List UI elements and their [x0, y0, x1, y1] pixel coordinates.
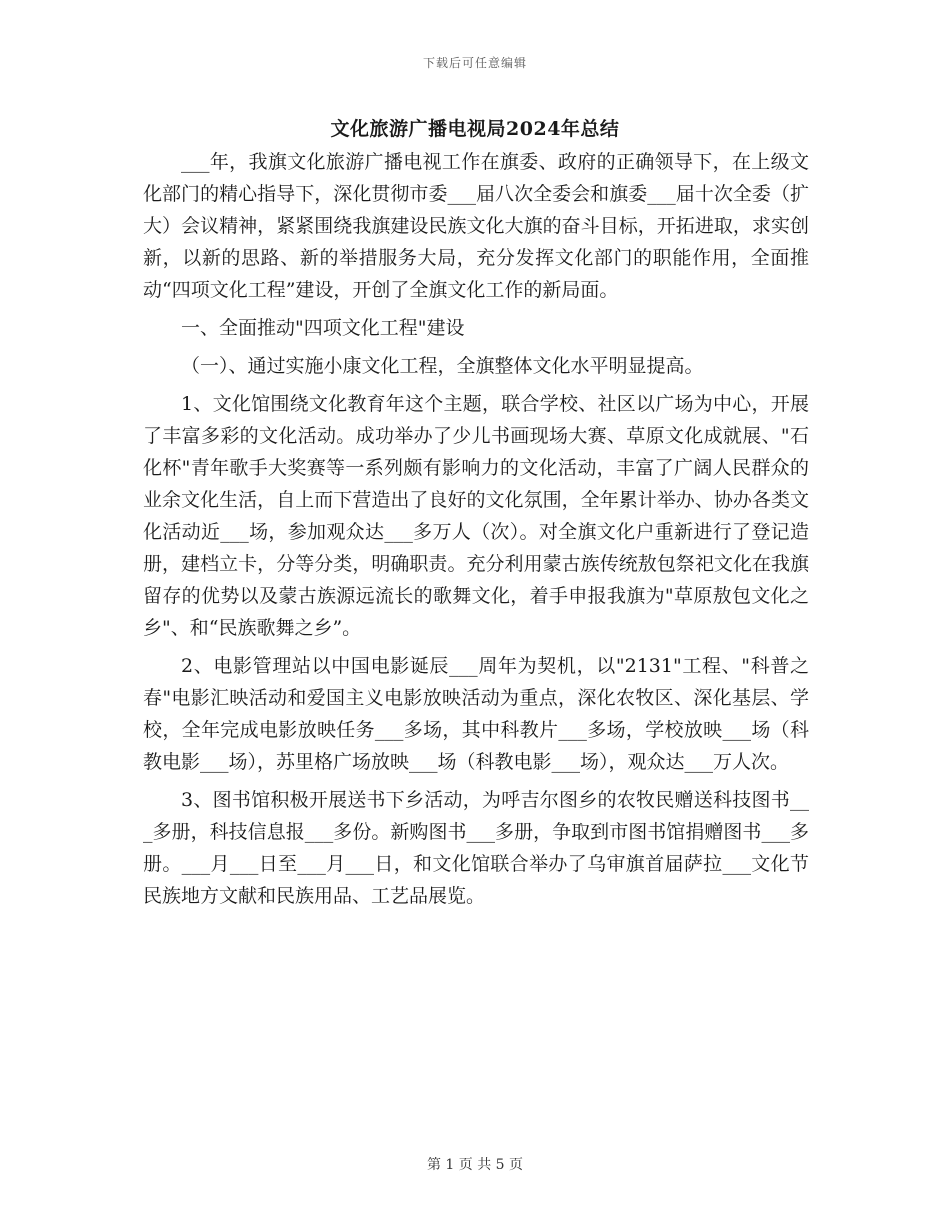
paragraph-item-1: 1、文化馆围绕文化教育年这个主题，联合学校、社区以广场为中心，开展了丰富多彩的文化活动。成功举办了少儿书画现场大赛、草原文化成就展、"石化杯"青年歌手大奖赛等一系列颇有影响力的文化活动，丰富了广阔人民群众的业余文化生活，自上而下营造出了良好的文化氛围，全年累计举办、协办各类文化活动近___场，参加观众达___多万人（次）。对全旗文化户重新进行了登记造册，建档立卡，分等分类，明确职责。充分利用蒙古族传统敖包祭祀文化在我旗留存的优势以及蒙古族源远流长的歌舞文化，着手申报我旗为"草原敖包文化之乡"、和“民族歌舞之乡”。 — [143, 393, 809, 639]
paragraph-item-3: 3、图书馆积极开展送书下乡活动，为呼吉尔图乡的农牧民赠送科技图书___多册，科技信息报___多份。新购图书___多册，争取到市图书馆捐赠图书___多册。___月___日至___月___日，和文化馆联合举办了乌审旗首届萨拉___文化节民族地方文献和民族用品、工艺品展览。 — [143, 789, 809, 907]
page-number-footer: 第 1 页 共 5 页 — [426, 1157, 524, 1173]
document-title: 文化旅游广播电视局2024年总结 — [330, 118, 620, 140]
document-body — [143, 146, 809, 912]
section-heading-1: 一、全面推动"四项文化工程"建设 — [181, 317, 465, 339]
page-header-note: 下载后可任意编辑 — [422, 56, 527, 70]
paragraph-intro: ___年，我旗文化旅游广播电视工作在旗委、政府的正确领导下，在上级文化部门的精心指导下，深化贯彻市委___届八次全委会和旗委___届十次全委（扩大）会议精神，紧紧围绕我旗建设民族文化大旗的奋斗目标，开拓进取，求实创新，以新的思路、新的举措服务大局，充分发挥文化部门的职能作用，全面推动“四项文化工程”建设，开创了全旗文化工作的新局面。 — [143, 151, 809, 301]
subsection-heading-1: （一）、通过实施小康文化工程，全旗整体文化水平明显提高。 — [181, 355, 704, 377]
paragraph-item-2: 2、电影管理站以中国电影诞辰___周年为契机，以"2131"工程、"科普之春"电影汇映活动和爱国主义电影放映活动为重点，深化农牧区、深化基层、学校，全年完成电影放映任务___多场，其中科教片___多场，学校放映___场（科教电影___场），苏里格广场放映___场（科教电影___场），观众达___万人次。 — [143, 655, 809, 773]
